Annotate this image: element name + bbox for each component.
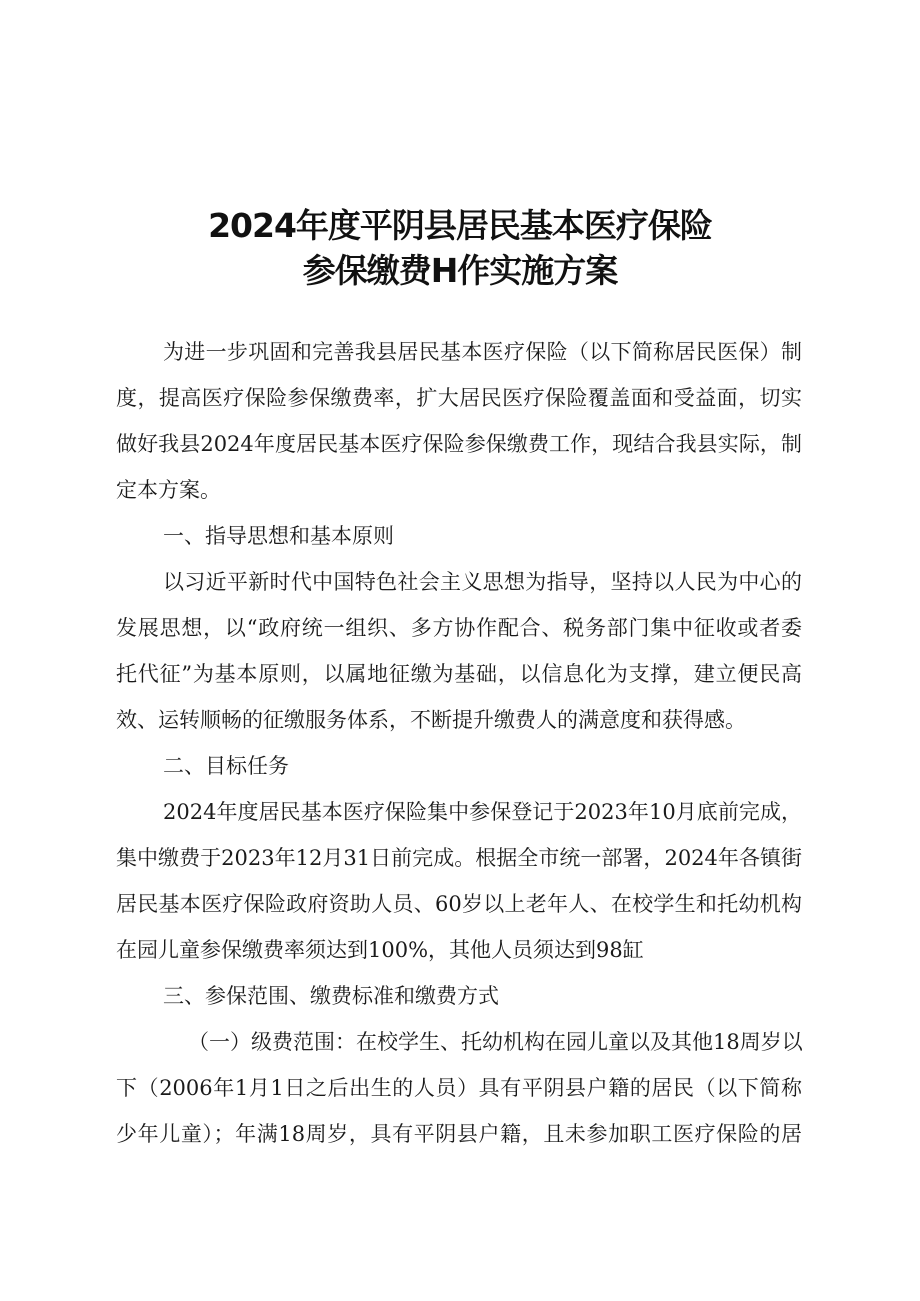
section-3-heading: 三、参保范围、缴费标准和缴费方式: [163, 984, 499, 1008]
section-2-line-3: 居民基本医疗保险政府资助人员、60岁以上老年人、在校学生和托幼机构: [116, 892, 802, 916]
intro-line-4: 定本方案。: [116, 478, 221, 502]
intro-line-2: 度，提高医疗保险参保缴费率，扩大居民医疗保险覆盖面和受益面，切实: [116, 386, 802, 410]
section-3-line-1: （一）级费范围：在校学生、托幼机构在园儿童以及其他18周岁以: [188, 1030, 803, 1054]
section-2-line-1: 2024年度居民基本医疗保险集中参保登记于2023年10月底前完成，: [163, 800, 802, 824]
section-3-line-2: 下（2006年1月1日之后出生的人员）具有平阴县户籍的居民（以下简称: [116, 1076, 802, 1100]
section-1-line-1: 以习近平新时代中国特色社会主义思想为指导，坚持以人民为中心的: [163, 570, 802, 594]
section-3-line-3: 少年儿童）；年满18周岁，具有平阴县户籍，且未参加职工医疗保险的居: [116, 1122, 802, 1146]
section-1-line-3: 托代征”为基本原则，以属地征缴为基础，以信息化为支撑，建立便民高: [116, 662, 802, 686]
intro-line-1: 为进一步巩固和完善我县居民基本医疗保险（以下简称居民医保）制: [163, 340, 802, 364]
document-title-line-1: 2024年度平阴县居民基本医疗保险: [208, 206, 712, 245]
document-title-line-2: 参保缴费H作实施方案: [302, 251, 618, 290]
section-1-line-4: 效、运转顺畅的征缴服务体系，不断提升缴费人的满意度和获得感。: [116, 708, 746, 732]
intro-line-3: 做好我县2024年度居民基本医疗保险参保缴费工作，现结合我县实际，制: [116, 432, 802, 456]
section-2-line-2: 集中缴费于2023年12月31日前完成。根据全市统一部署，2024年各镇街: [116, 846, 802, 870]
section-2-heading: 二、目标任务: [163, 754, 289, 778]
section-2-line-4: 在园儿童参保缴费率须达到100%，其他人员须达到98缸: [116, 938, 644, 962]
section-1-line-2: 发展思想，以“政府统一组织、多方协作配合、税务部门集中征收或者委: [116, 616, 802, 640]
section-1-heading: 一、指导思想和基本原则: [163, 524, 394, 548]
